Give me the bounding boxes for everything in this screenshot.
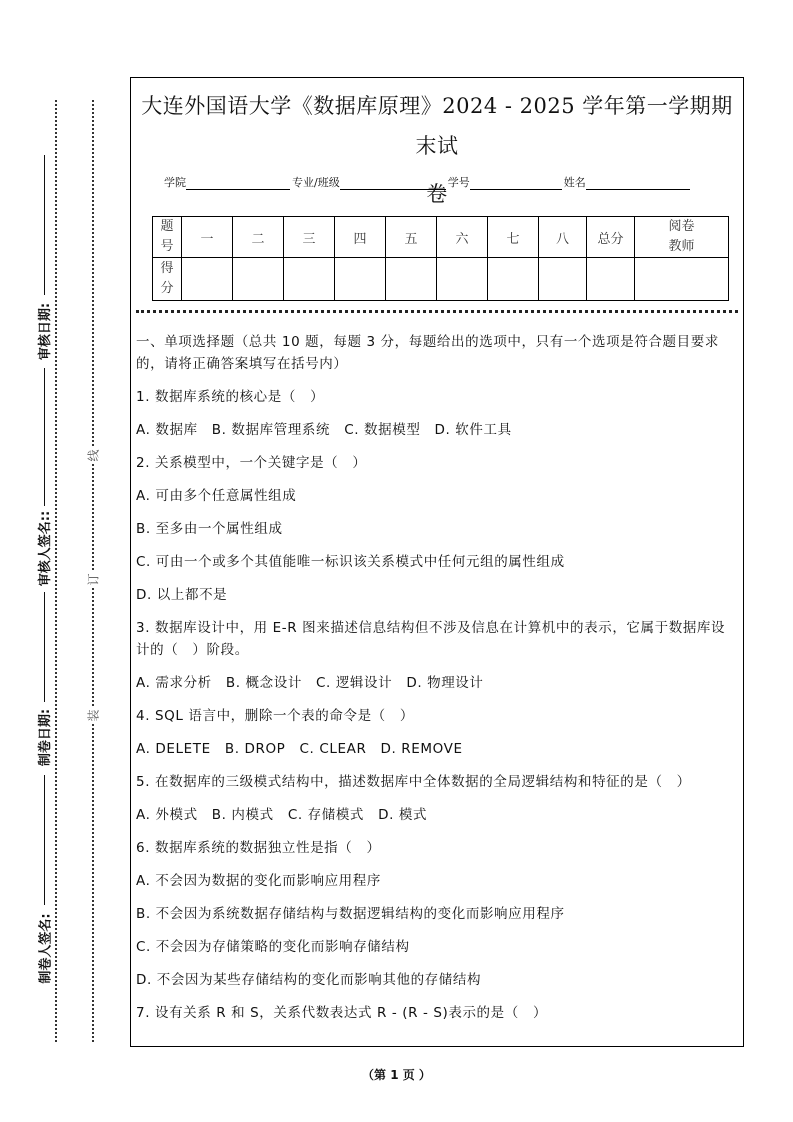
question-stem: 6. 数据库系统的数据独立性是指（ ） (136, 840, 381, 856)
grader-cell[interactable] (635, 258, 729, 301)
grader-header: 阅卷 教师 (635, 217, 729, 258)
page-number: （第 1 页 ） (362, 1068, 431, 1082)
column-header: 七 (488, 217, 539, 258)
score-row-header: 得 分 (153, 258, 182, 301)
question-options: A. 外模式 B. 内模式 C. 存储模式 D. 模式 (136, 807, 428, 823)
college-field[interactable] (186, 177, 290, 190)
review-date-label: 审核日期: (38, 302, 54, 360)
dotted-separator (136, 310, 738, 313)
exam-date-label: 制卷日期: (38, 708, 54, 766)
column-header: 一 (182, 217, 233, 258)
student-id-label: 学号 (447, 176, 470, 189)
score-cell[interactable] (335, 258, 386, 301)
question-stem: 1. 数据库系统的核心是（ ） (136, 389, 325, 405)
college-label: 学院 (164, 176, 186, 189)
major-class-field[interactable] (340, 177, 446, 190)
exam-author-signature-label: 制卷人签名: (38, 912, 54, 984)
signature-line (44, 155, 45, 295)
question-option: C. 可由一个或多个其值能唯一标识该关系模式中任何元组的属性组成 (136, 554, 565, 570)
question-stem: 2. 关系模型中，一个关键字是（ ） (136, 455, 367, 471)
question-stem: 5. 在数据库的三级模式结构中，描述数据库中全体数据的全局逻辑结构和特征的是（ ） (136, 774, 691, 790)
binding-mark-staple: 订 (84, 570, 102, 588)
exam-title-line2: 卷 (426, 182, 448, 206)
score-table-score-row (153, 258, 729, 301)
column-header: 八 (539, 217, 587, 258)
exam-date-line[interactable] (44, 775, 45, 905)
question-stem: 7. 设有关系 R 和 S，关系代数表达式 R - (R - S)表示的是（ ） (136, 1005, 548, 1021)
question-option: B. 至多由一个属性组成 (136, 521, 283, 537)
score-cell-total[interactable] (587, 258, 635, 301)
column-header: 二 (233, 217, 284, 258)
reviewer-signature-label: 审核人签名:: (38, 510, 54, 586)
score-cell[interactable] (539, 258, 587, 301)
question-number-header: 题 号 (153, 217, 182, 258)
column-header: 四 (335, 217, 386, 258)
score-cell[interactable] (284, 258, 335, 301)
name-label: 姓名 (563, 176, 586, 189)
section-heading: 一、单项选择题（总共 10 题，每题 3 分，每题给出的选项中，只有一个选项是符合题目要求的，请将正确答案填写在括号内） (136, 334, 719, 372)
major-class-label: 专业/班级 (292, 176, 340, 189)
name-field[interactable] (586, 177, 690, 190)
question-options: A. DELETE B. DROP C. CLEAR D. REMOVE (136, 741, 463, 757)
question-option: C. 不会因为存储策略的变化而影响存储结构 (136, 939, 410, 955)
exam-title-line1: 大连外国语大学《数据库原理》2024 - 2025 学年第一学期期末试 (141, 94, 733, 158)
score-cell[interactable] (488, 258, 539, 301)
score-cell[interactable] (182, 258, 233, 301)
question-option: A. 不会因为数据的变化而影响应用程序 (136, 873, 381, 889)
question-option: B. 不会因为系统数据存储结构与数据逻辑结构的变化而影响应用程序 (136, 906, 565, 922)
column-header-total: 总分 (587, 217, 635, 258)
question-stem: 3. 数据库设计中，用 E-R 图来描述信息结构但不涉及信息在计算机中的表示，它属于数据库设计的（ ）阶段。 (136, 620, 726, 658)
binding-mark-line: 线 (84, 446, 102, 464)
column-header: 六 (437, 217, 488, 258)
reviewer-signature-line[interactable] (44, 592, 45, 702)
column-header: 三 (284, 217, 335, 258)
student-id-field[interactable] (470, 177, 562, 190)
score-table-header-row (153, 217, 729, 258)
score-cell[interactable] (437, 258, 488, 301)
question-option: A. 可由多个任意属性组成 (136, 488, 297, 504)
binding-mark-bind: 装 (84, 706, 102, 724)
score-cell[interactable] (233, 258, 284, 301)
score-table (152, 216, 729, 301)
exam-page-frame (130, 77, 744, 1047)
question-options: A. 需求分析 B. 概念设计 C. 逻辑设计 D. 物理设计 (136, 675, 484, 691)
question-option: D. 以上都不是 (136, 587, 228, 603)
column-header: 五 (386, 217, 437, 258)
question-options: A. 数据库 B. 数据库管理系统 C. 数据模型 D. 软件工具 (136, 422, 512, 438)
question-option: D. 不会因为某些存储结构的变化而影响其他的存储结构 (136, 972, 482, 988)
review-date-line[interactable] (44, 368, 45, 506)
score-cell[interactable] (386, 258, 437, 301)
question-stem: 4. SQL 语言中，删除一个表的命令是（ ） (136, 708, 414, 724)
section-single-choice (136, 331, 737, 1024)
exam-title (131, 86, 743, 214)
student-info-fields (164, 174, 692, 190)
